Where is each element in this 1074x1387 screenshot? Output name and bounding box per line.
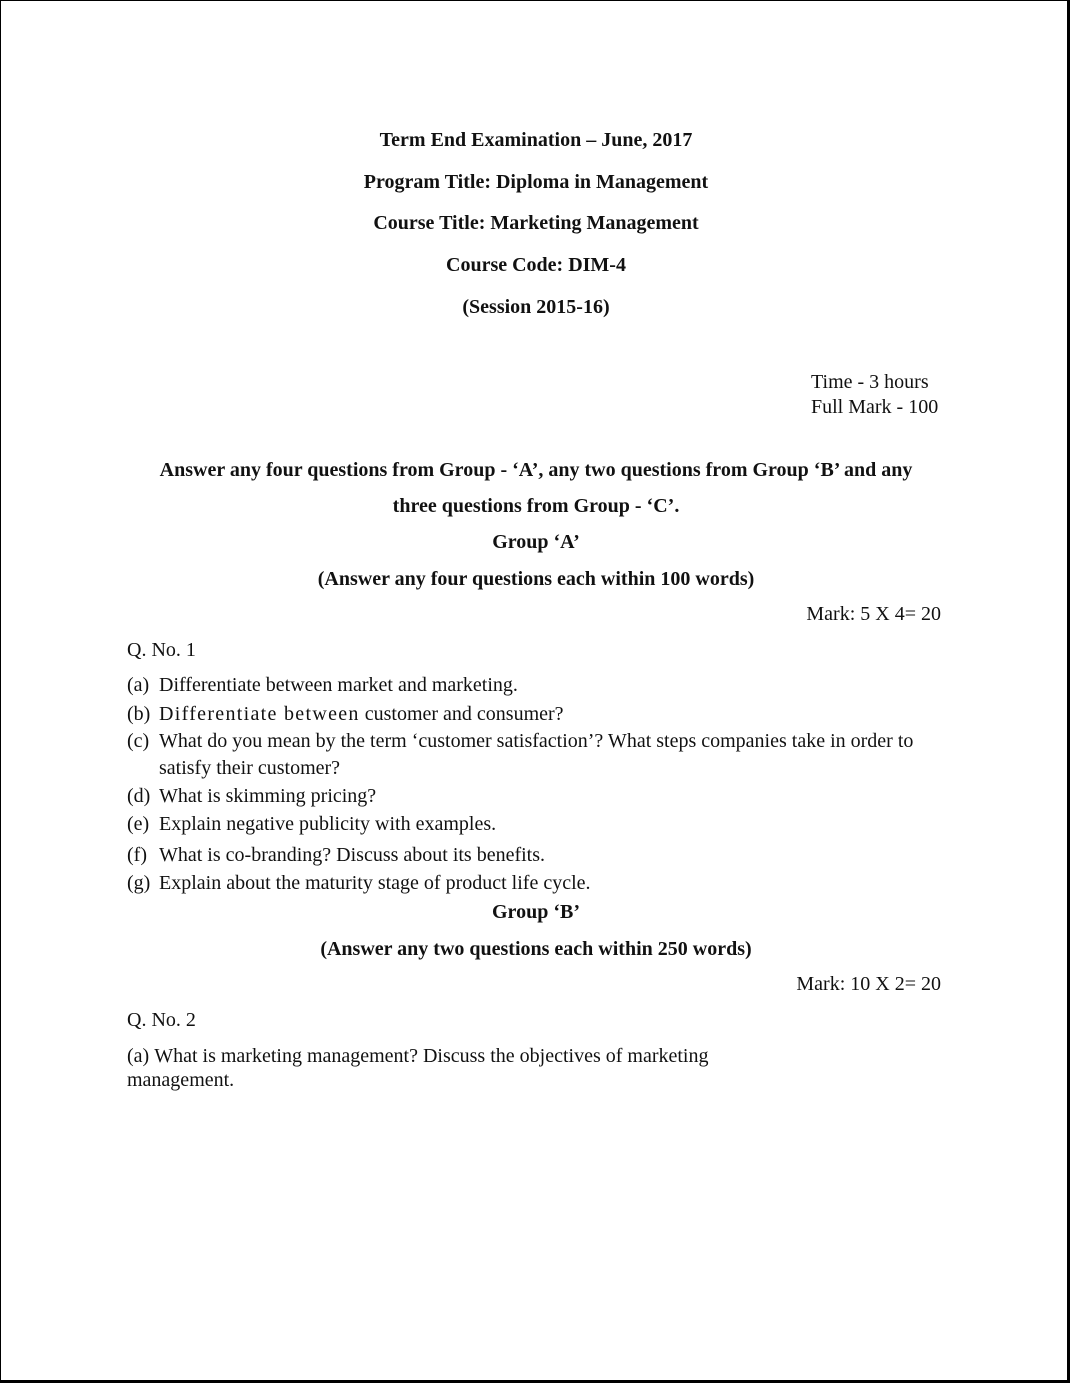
list-item	[127, 870, 947, 897]
group-a-mark: Mark: 5 X 4= 20	[806, 603, 941, 625]
item-label: (a)	[127, 674, 150, 696]
item-label: (b)	[127, 703, 151, 725]
item-text-spaced: Differentiate between	[159, 703, 360, 725]
program-title: Program Title: Diploma in Management	[363, 171, 709, 193]
item-text: What is co-branding? Discuss about its benefits.	[159, 844, 546, 866]
item-text: What is skimming pricing?	[159, 785, 377, 807]
group-a-subtitle: (Answer any four questions each within 100 words)	[317, 568, 755, 590]
list-item	[127, 728, 947, 782]
full-mark: Full Mark - 100	[811, 396, 939, 418]
group-a-title: Group ‘A’	[492, 531, 580, 553]
item-text: What do you mean by the term ‘customer satisfaction’? What steps companies take in order to satisfy their customer?	[159, 730, 914, 779]
list-item	[127, 672, 947, 699]
item-label: (a)	[127, 1045, 150, 1067]
course-title: Course Title: Marketing Management	[373, 212, 699, 234]
course-code: Course Code: DIM-4	[446, 254, 626, 276]
list-item	[127, 811, 947, 838]
session: (Session 2015-16)	[462, 296, 610, 318]
instructions-line-2: three questions from Group - ‘C’.	[392, 495, 680, 517]
list-item	[127, 783, 947, 810]
item-label: (d)	[127, 785, 151, 807]
question-number-2: Q. No. 2	[127, 1009, 196, 1031]
time-allowed: Time - 3 hours	[811, 371, 929, 393]
item-text: Differentiate between market and marketing.	[159, 674, 518, 696]
group-b-mark: Mark: 10 X 2= 20	[796, 973, 941, 995]
item-text: Explain about the maturity stage of product life cycle.	[159, 872, 591, 894]
exam-title: Term End Examination – June, 2017	[379, 129, 693, 151]
item-text: What is marketing management? Discuss the objectives of marketing management.	[127, 1045, 709, 1091]
group-b-title: Group ‘B’	[492, 901, 580, 923]
list-item	[127, 701, 947, 728]
item-text: customer and consumer?	[359, 703, 564, 725]
item-label: (f)	[127, 844, 147, 866]
item-text: Explain negative publicity with examples.	[159, 813, 497, 835]
list-item	[127, 842, 947, 869]
question-number-1: Q. No. 1	[127, 639, 196, 661]
instructions-line-1: Answer any four questions from Group - ‘A’, any two questions from Group ‘B’ and any	[159, 459, 913, 481]
list-item	[127, 1044, 767, 1092]
group-b-subtitle: (Answer any two questions each within 250 words)	[320, 938, 752, 960]
item-label: (e)	[127, 813, 150, 835]
item-label: (g)	[127, 872, 151, 894]
item-label: (c)	[127, 730, 150, 752]
